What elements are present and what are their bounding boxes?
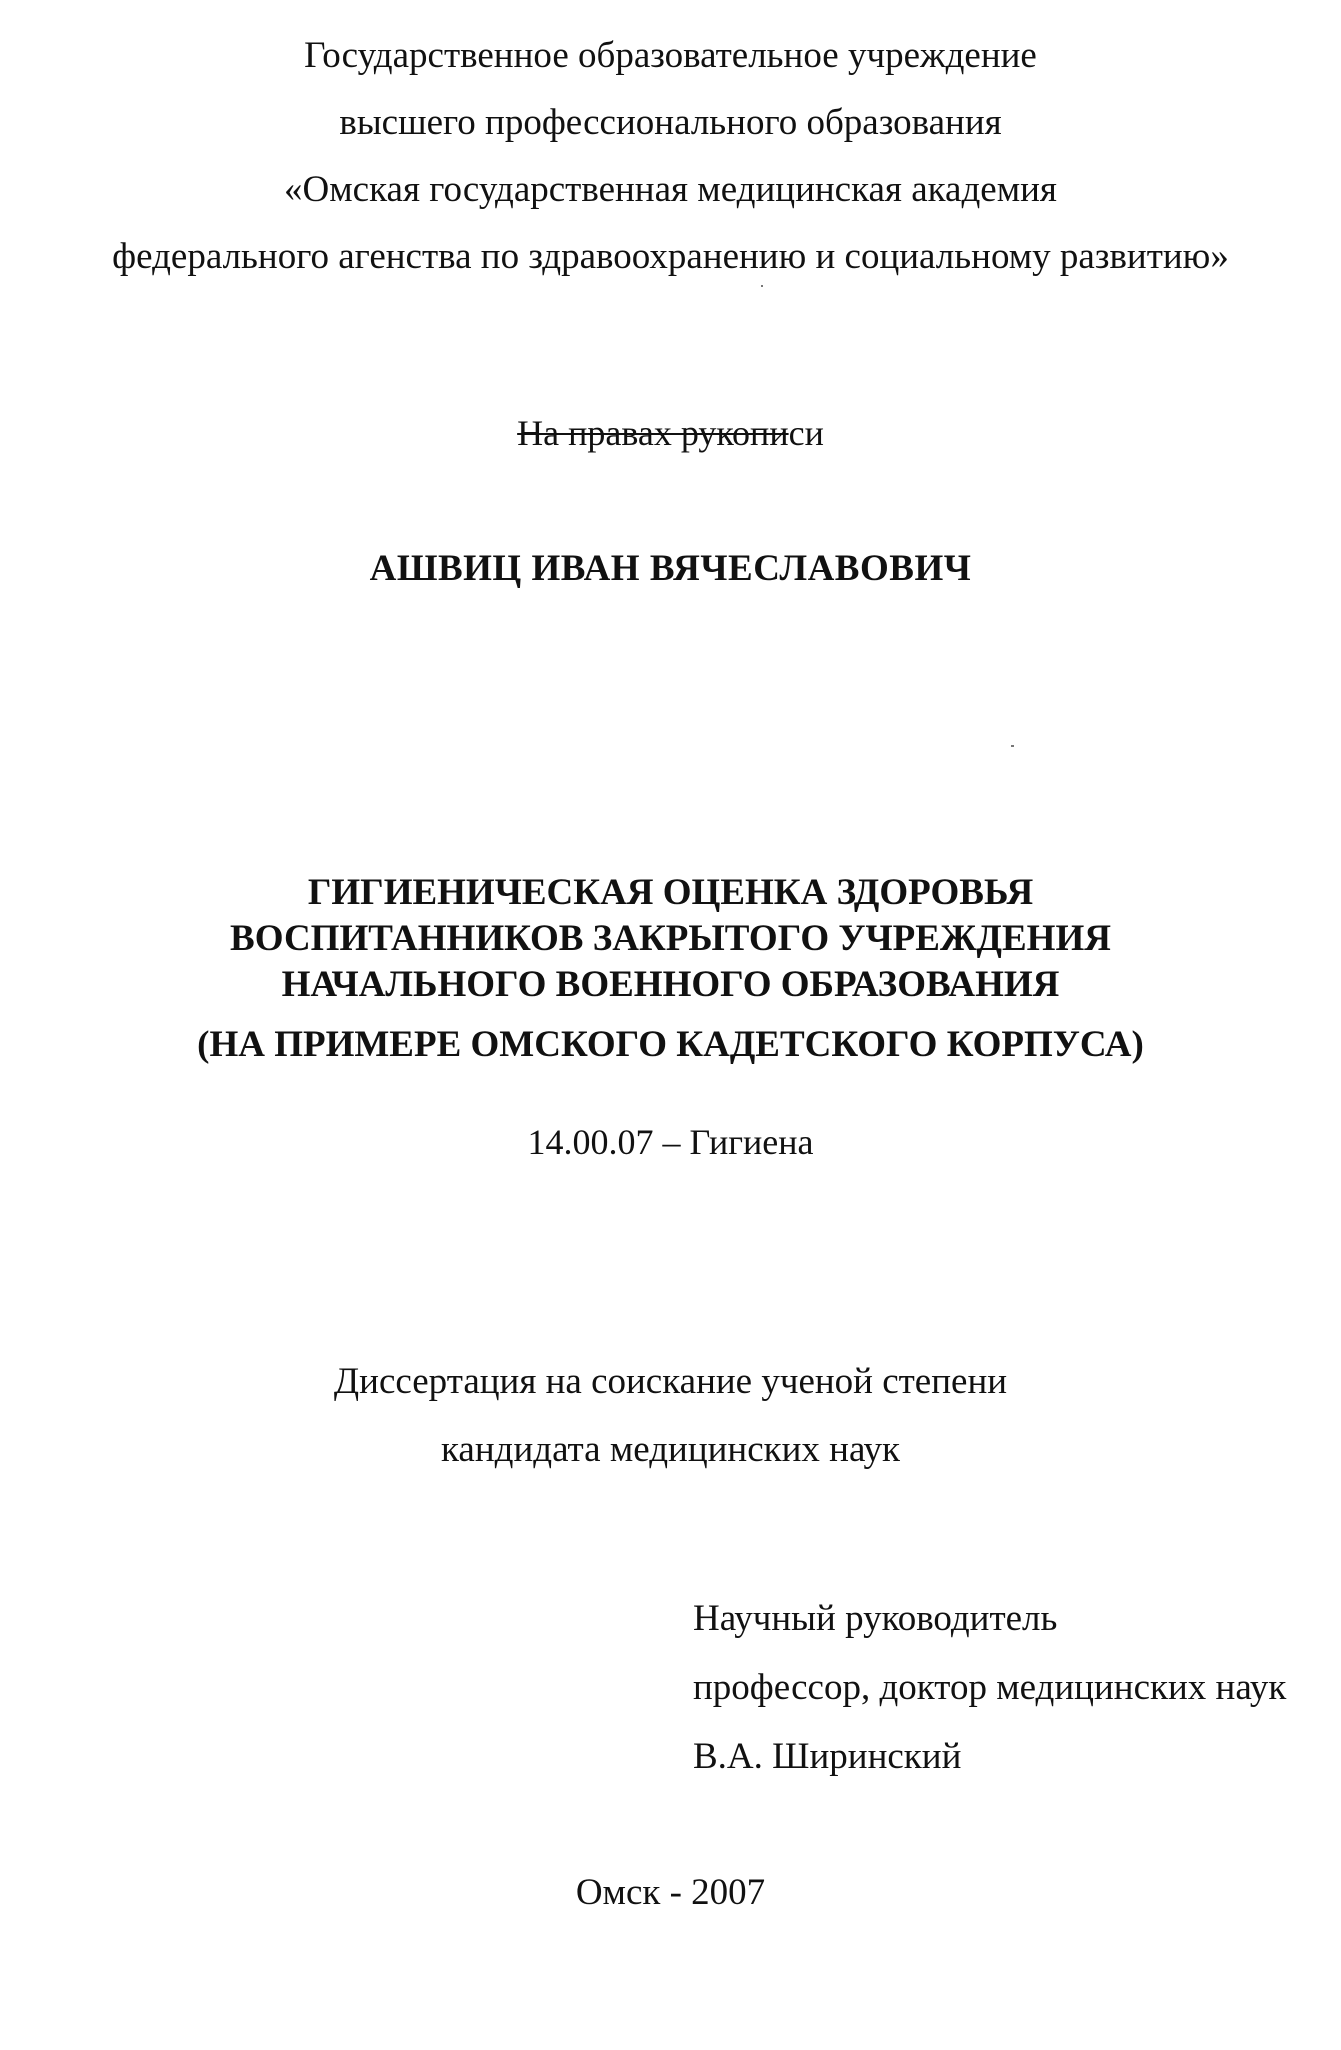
title-subtitle: (НА ПРИМЕРЕ ОМСКОГО КАДЕТСКОГО КОРПУСА) — [197, 1024, 1144, 1065]
manuscript-note — [0, 408, 1341, 458]
institution-line-2: высшего профессионального образования — [339, 102, 1002, 143]
city-year: Омск - 2007 — [575, 1872, 766, 1913]
title-line-1: ГИГИЕНИЧЕСКАЯ ОЦЕНКА ЗДОРОВЬЯ — [307, 872, 1034, 913]
supervisor-rank: профессор, доктор медицинских наук — [693, 1667, 1287, 1708]
supervisor-block — [693, 1584, 1286, 1791]
supervisor-label: Научный руководитель — [693, 1598, 1058, 1639]
institution-header — [0, 22, 1341, 290]
institution-line-1: Государственное образовательное учреждение — [304, 35, 1037, 76]
manuscript-note-tail: си — [788, 413, 824, 453]
manuscript-note-struck: На правах рукопи — [517, 413, 789, 453]
title-line-2: ВОСПИТАННИКОВ ЗАКРЫТОГО УЧРЕЖДЕНИЯ — [230, 918, 1111, 959]
scan-speck — [761, 285, 763, 287]
title-line-3: НАЧАЛЬНОГО ВОЕННОГО ОБРАЗОВАНИЯ — [281, 964, 1060, 1005]
degree-line-1: Диссертация на соискание ученой степени — [333, 1361, 1008, 1402]
degree-line-2: кандидата медицинских наук — [441, 1429, 900, 1470]
author-name: АШВИЦ ИВАН ВЯЧЕСЛАВОВИЧ — [369, 548, 972, 589]
degree-statement — [0, 1348, 1341, 1484]
supervisor-name: В.А. Ширинский — [693, 1736, 962, 1777]
institution-line-3: «Омская государственная медицинская академия — [284, 169, 1057, 210]
scan-speck — [1011, 745, 1014, 747]
specialty-code: 14.00.07 – Гигиена — [527, 1122, 814, 1162]
dissertation-title — [0, 870, 1341, 1068]
institution-line-4: федерального агенства по здравоохранению и социальному развитию» — [112, 236, 1229, 277]
